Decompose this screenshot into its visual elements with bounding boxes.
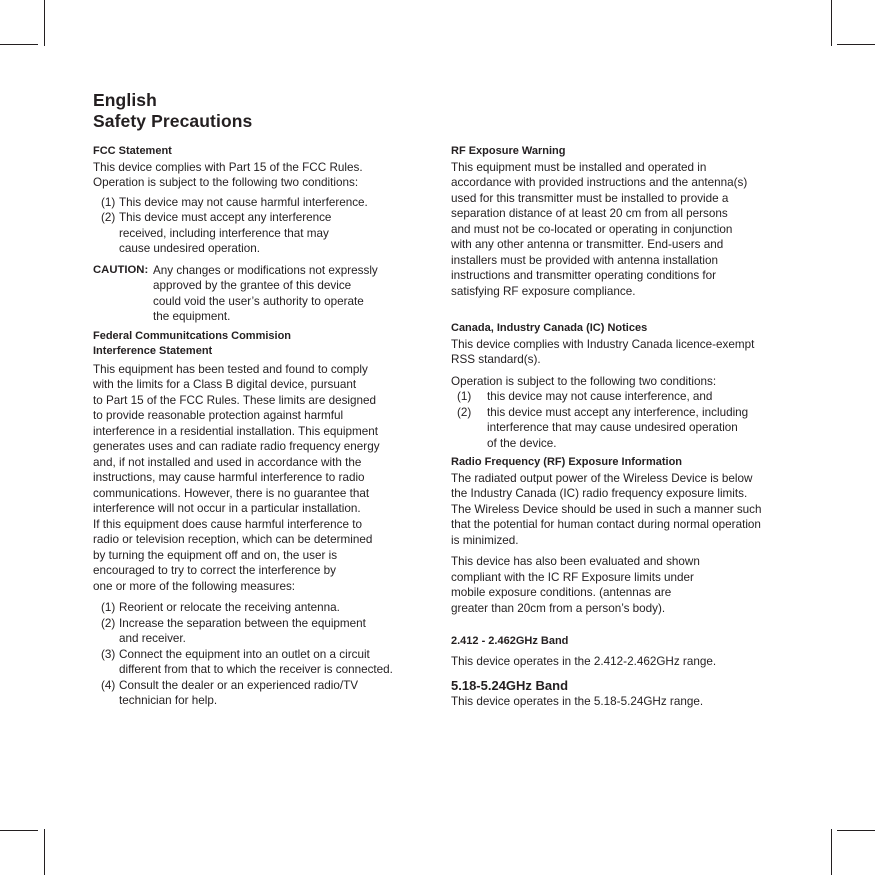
evaluation-body: This device has also been evaluated and shown compliant with the IC RF Exposure limits under mobile exposure conditions. (antennas are greater than 20cm from a person’s body). — [451, 555, 700, 615]
ic-conditions-intro: Operation is subject to the following two conditions: — [451, 374, 717, 388]
band-5ghz-title: 5.18-5.24GHz Band — [451, 678, 569, 693]
crop-mark — [0, 44, 38, 45]
list-item: (1) This device may not cause harmful interference. — [101, 195, 368, 209]
crop-mark — [0, 830, 38, 831]
crop-mark — [44, 829, 45, 875]
crop-mark — [44, 0, 45, 46]
fcc-interference-body: This equipment has been tested and found to comply with the limits for a Class B digital device, pursuant to Part 15 of the FCC Rules. These limits are designed to provide reasonable protection against harmful interference in a residential installation. This equipment generates uses and can radiate radio frequency energy and, if not installed and used in accordance with the instructions, may cause harmful interference to radio communications. However, there is no guarantee that interference will not occur in a particular installation. If this equipment does cause harmful interference to radio or television reception, which can be determined by turning the equipment off and on, the user is encouraged to try to correct the interference by one or more of the following measures: — [93, 362, 380, 593]
right-column — [451, 144, 796, 710]
fcc-statement-title: FCC Statement — [93, 145, 172, 157]
heading-title: Safety Precautions — [93, 111, 253, 131]
list-item: (3) Connect the equipment into an outlet on a circuit different from that to which the receiver is connected. — [101, 647, 393, 676]
list-item: (4) Consult the dealer or an experienced radio/TV technician for help. — [101, 678, 359, 707]
band-5ghz-body: This device operates in the 5.18-5.24GHz range. — [451, 695, 704, 708]
crop-mark — [831, 829, 832, 875]
fcc-interference-title: Federal Communitcations Commision Interference Statement — [93, 329, 292, 357]
crop-mark — [837, 44, 875, 45]
rf-exposure-info-body: The radiated output power of the Wireless Device is below the Industry Canada (IC) radio frequency exposure limits. The Wireless Device should be used in such a manner such that the potential for human contact during normal operation is minimized. — [451, 471, 762, 547]
left-column — [93, 144, 423, 709]
list-item: (1) Reorient or relocate the receiving antenna. — [101, 601, 340, 614]
page-heading — [93, 90, 252, 132]
band-24ghz-title: 2.412 - 2.462GHz Band — [451, 635, 569, 647]
rf-exposure-warning-title: RF Exposure Warning — [451, 145, 566, 157]
rf-exposure-info-title: Radio Frequency (RF) Exposure Information — [451, 456, 683, 468]
caution-label: CAUTION: — [93, 263, 149, 276]
crop-mark — [837, 830, 875, 831]
crop-mark — [831, 0, 832, 46]
band-24ghz-body: This device operates in the 2.412-2.462GHz range. — [451, 654, 717, 668]
heading-language: English — [93, 90, 157, 110]
ic-conditions-list — [451, 389, 796, 451]
fcc-conditions-list — [93, 195, 423, 257]
fcc-intro: This device complies with Part 15 of the FCC Rules. Operation is subject to the following two conditions: — [93, 160, 363, 189]
ic-notices-body: This device complies with Industry Canada licence-exempt RSS standard(s). — [451, 337, 755, 366]
caution-note: CAUTION: Any changes or modifications not expressly approved by the grantee of this device could void the user’s authority to operate the equipment. — [93, 263, 378, 323]
list-item: (2) This device must accept any interference received, including interference that may cause undesired operation. — [101, 211, 332, 255]
list-item: (2) this device must accept any interference, including interference that may cause undesired operation of the device. — [457, 405, 749, 450]
list-item: (1) this device may not cause interference, and — [457, 390, 713, 403]
rf-exposure-warning-body: This equipment must be installed and operated in accordance with provided instructions and the antenna(s) used for this transmitter must be installed to provide a separation distance of at least 20 cm from all persons and must not be co-located or operating in conjunction with any other antenna or transmitter. End-users and installers must be provided with antenna installation instructions and transmitter operating conditions for satisfying RF exposure compliance. — [451, 160, 748, 298]
measures-list — [93, 600, 423, 709]
ic-notices-title: Canada, Industry Canada (IC) Notices — [451, 322, 648, 334]
list-item: (2) Increase the separation between the equipment and receiver. — [101, 616, 366, 645]
